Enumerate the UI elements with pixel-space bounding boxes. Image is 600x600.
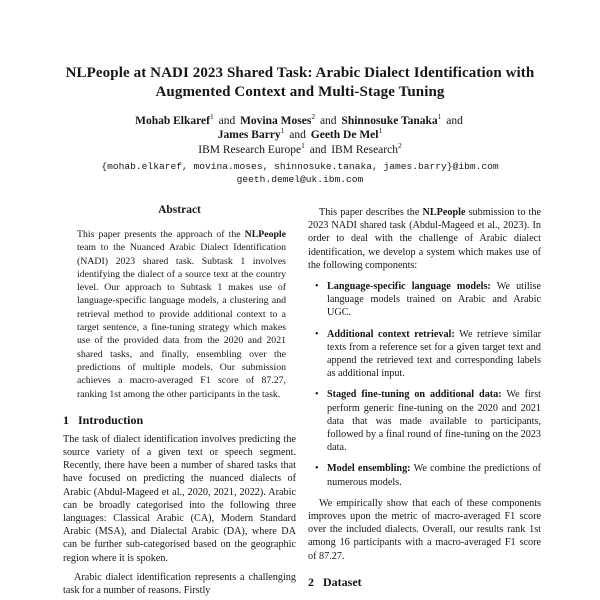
component-bullet-language-models <box>308 280 541 320</box>
author-name: Geeth De Mel <box>310 129 379 141</box>
bullet-text: Additional context retrieval: We retrieve similar texts from a reference set for a given target text and append the retrieved text and corresponding labels as additional input. <box>327 328 541 380</box>
and-separator: and <box>319 115 337 127</box>
section-title: Introduction <box>78 412 144 427</box>
bullet-text: Staged fine-tuning on additional data: We first perform generic fine-tuning on the 2020 and 2021 data that was made available to participants, followed by a final round of fine-tuning on the 2023 data. <box>327 389 541 454</box>
author-affiliation-mark: 1 <box>437 112 442 122</box>
bullet-icon: • <box>315 463 319 475</box>
and-separator: and <box>446 115 463 127</box>
left-column <box>63 204 296 597</box>
and-separator: and <box>218 115 236 127</box>
overview-paragraph: This paper describes the NLPeople submission to the 2023 NADI shared task (Abdul-Mageed et al., 2023). In order to deal with the challenge of Arabic dialect identification, we develop a system which makes use of the following components: <box>308 207 541 271</box>
bullet-icon: • <box>315 281 319 293</box>
emails-block <box>0 161 600 186</box>
paper-title-line-1: NLPeople at NADI 2023 Shared Task: Arabic Dialect Identification with <box>65 65 535 81</box>
right-column <box>308 204 541 597</box>
bullet-text: Language-specific language models: We utilise language models trained on Arabic and Arabic UGC. <box>327 281 541 319</box>
email-line-2: geeth.demel@uk.ibm.com <box>236 173 364 185</box>
author-name: Shinnosuke Tanaka <box>341 115 438 127</box>
authors-line-2 <box>0 128 600 142</box>
paper-title <box>0 0 600 102</box>
introduction-paragraph-2: Arabic dialect identification represents a challenging task for a number of reasons. Firstly <box>63 571 296 597</box>
section-number: 2 <box>308 574 314 589</box>
authors-block <box>0 114 600 142</box>
affiliations-line <box>0 141 600 157</box>
affiliation-mark: 1 <box>301 141 305 151</box>
component-bullet-model-ensembling <box>308 462 541 488</box>
results-paragraph: We empirically show that each of these components improves upon the metric of macro-averaged F1 score over the included dialects. Overall, our results rank 1st among 16 participants with a macro-averaged F1 score of 87.27. <box>308 497 541 562</box>
bullet-icon: • <box>315 389 319 401</box>
author-name: James Barry <box>217 129 281 141</box>
author-affiliation-mark: 1 <box>378 126 383 136</box>
section-heading-dataset <box>308 575 541 589</box>
paper-title-line-2: Augmented Context and Multi-Stage Tuning <box>155 84 445 100</box>
bullet-icon: • <box>315 328 319 340</box>
author-name: Mohab Elkaref <box>135 115 210 127</box>
section-heading-introduction <box>63 413 296 427</box>
email-line-1: {mohab.elkaref, movina.moses, shinnosuke.tanaka, james.barry}@ibm.com <box>101 161 499 172</box>
two-column-body <box>63 204 541 597</box>
affiliation-mark: 2 <box>397 141 402 151</box>
bullet-text: Model ensembling: We combine the predictions of numerous models. <box>327 463 541 488</box>
author-name: Movina Moses <box>240 115 312 127</box>
and-separator: and <box>309 144 327 156</box>
section-number: 1 <box>63 412 69 427</box>
abstract-heading: Abstract <box>158 204 201 216</box>
component-bullet-staged-finetuning <box>308 388 541 454</box>
author-affiliation-mark: 1 <box>280 126 285 136</box>
introduction-paragraph-1: The task of dialect identification involves predicting the source variety of a given text or speech segment. Recently, there have been a number of shared tasks that have focused on predicting the nuanced dialects of Arabic (Abdul-Mageed et al., 2020, 2021, 2022). Arabic can be broadly categorised into the following three languages: Classical Arabic (CA), Modern Standard Arabic (MSA), and Dialectal Arabic (DA), where DA can be further sub-categorised based on the geographic region where it is spoken. <box>63 433 296 564</box>
author-affiliation-mark: 1 <box>209 112 214 122</box>
component-bullet-context-retrieval <box>308 328 541 381</box>
authors-line-1 <box>0 114 600 128</box>
section-title: Dataset <box>323 574 362 589</box>
affiliation-name: IBM Research Europe <box>198 144 302 156</box>
and-separator: and <box>289 129 306 141</box>
affiliation-name: IBM Research <box>331 144 398 156</box>
author-affiliation-mark: 2 <box>311 112 316 122</box>
abstract-text: This paper presents the approach of the NLPeople team to the Nuanced Arabic Dialect Identification (NADI) 2023 shared task. Subtask 1 involves identifying the dialect of a source text at the country level. Our approach to Subtask 1 makes use of language-specific language models, a clustering and retrieval method to provide additional context to a target sentence, a fine-tuning strategy which makes use of the provided data from the 2020 and 2021 shared tasks, and finally, ensembling over the predictions of multiple models. Our submission achieves a macro-averaged F1 score of 87.27, ranking 1st among the other participants in the task. <box>77 229 286 400</box>
